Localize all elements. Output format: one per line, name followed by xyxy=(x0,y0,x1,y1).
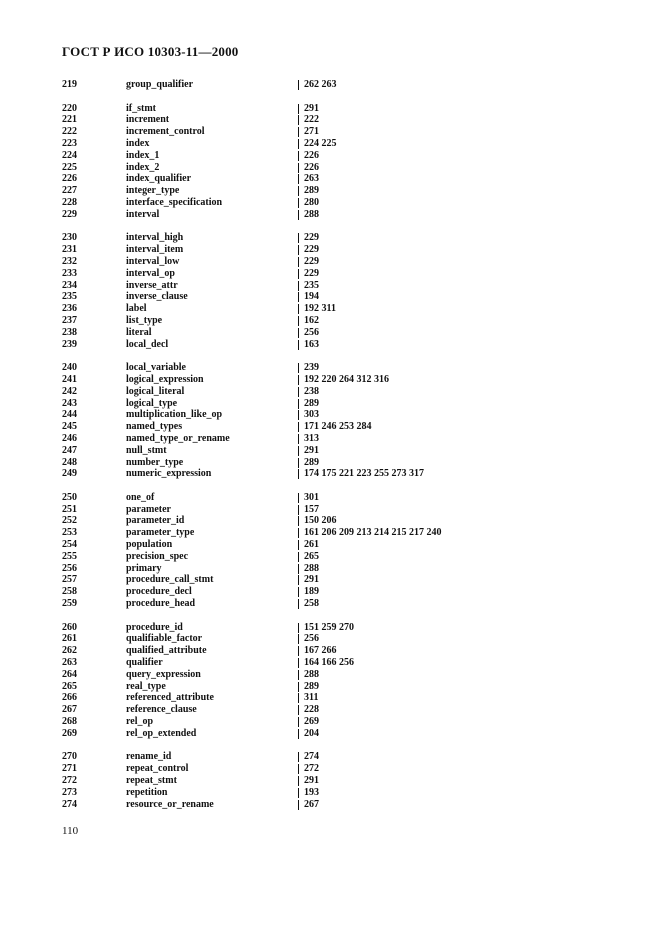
entry-name: interval_op xyxy=(126,267,175,279)
entry-name: local_variable xyxy=(126,362,186,374)
entry-row xyxy=(0,209,661,221)
entry-references: 151 259 270 xyxy=(304,621,354,633)
entry-name: index_qualifier xyxy=(126,173,192,185)
entry-number: 223 xyxy=(62,137,77,149)
entry-number: 261 xyxy=(62,633,77,645)
entry-row xyxy=(0,421,661,433)
entry-references: 162 xyxy=(304,314,319,326)
entry-name: named_type_or_rename xyxy=(126,432,230,444)
entry-row xyxy=(0,633,661,645)
entry-group xyxy=(0,622,661,740)
entry-references: 262 263 xyxy=(304,79,337,90)
entry-row xyxy=(0,315,661,327)
entry-number: 239 xyxy=(62,338,77,350)
entry-name: label xyxy=(126,303,147,315)
entry-number: 219 xyxy=(62,79,77,90)
entry-row xyxy=(0,162,661,174)
entry-name: repeat_control xyxy=(126,763,189,775)
entry-row xyxy=(0,374,661,386)
entry-references: 291 xyxy=(304,102,319,114)
entry-references: 274 xyxy=(304,751,319,763)
entry-row xyxy=(0,457,661,469)
entry-name: interval_low xyxy=(126,255,180,267)
entry-number: 232 xyxy=(62,255,77,267)
entry-row xyxy=(0,728,661,740)
entry-row xyxy=(0,645,661,657)
entry-number: 266 xyxy=(62,692,77,704)
entry-number: 240 xyxy=(62,362,77,374)
entry-row xyxy=(0,362,661,374)
entry-number: 271 xyxy=(62,763,77,775)
entry-references: 265 xyxy=(304,550,319,562)
entry-name: qualified_attribute xyxy=(126,645,207,657)
entry-number: 233 xyxy=(62,267,77,279)
entry-name: procedure_id xyxy=(126,621,183,633)
entry-row xyxy=(0,504,661,516)
entry-name: query_expression xyxy=(126,668,201,680)
entry-references: 291 xyxy=(304,775,319,787)
entry-references: 171 246 253 284 xyxy=(304,421,372,433)
entry-references: 174 175 221 223 255 273 317 xyxy=(304,468,424,480)
entry-number: 237 xyxy=(62,314,77,326)
entry-row xyxy=(0,692,661,704)
entry-references: 229 xyxy=(304,232,319,244)
entry-references: 263 xyxy=(304,173,319,185)
entry-row xyxy=(0,339,661,351)
entry-references: 272 xyxy=(304,763,319,775)
entry-group xyxy=(0,751,661,810)
entry-number: 243 xyxy=(62,397,77,409)
entry-row xyxy=(0,126,661,138)
entry-references: 291 xyxy=(304,574,319,586)
entry-row xyxy=(0,445,661,457)
entry-name: if_stmt xyxy=(126,102,156,114)
entry-name: interval_item xyxy=(126,244,184,256)
entry-number: 253 xyxy=(62,527,77,539)
entry-number: 238 xyxy=(62,326,77,338)
entry-references: 229 xyxy=(304,244,319,256)
entry-references: 261 xyxy=(304,539,319,551)
entry-references: 192 220 264 312 316 xyxy=(304,373,389,385)
entry-name: procedure_call_stmt xyxy=(126,574,214,586)
cross-reference-listing xyxy=(0,79,661,822)
entry-references: 256 xyxy=(304,326,319,338)
entry-name: repeat_stmt xyxy=(126,775,177,787)
entry-references: 289 xyxy=(304,456,319,468)
entry-references: 256 xyxy=(304,633,319,645)
entry-name: primary xyxy=(126,562,162,574)
entry-row xyxy=(0,114,661,126)
entry-row xyxy=(0,280,661,292)
entry-name: repetition xyxy=(126,786,168,798)
entry-number: 264 xyxy=(62,668,77,680)
entry-row xyxy=(0,138,661,150)
entry-row xyxy=(0,586,661,598)
entry-references: 269 xyxy=(304,716,319,728)
entry-references: 271 xyxy=(304,126,319,138)
entry-number: 227 xyxy=(62,185,77,197)
entry-number: 229 xyxy=(62,208,77,220)
entry-name: real_type xyxy=(126,680,166,692)
entry-number: 230 xyxy=(62,232,77,244)
entry-references: 235 xyxy=(304,279,319,291)
entry-name: reference_clause xyxy=(126,704,197,716)
entry-number: 269 xyxy=(62,727,77,739)
entry-number: 249 xyxy=(62,468,77,480)
entry-row xyxy=(0,173,661,185)
entry-references: 289 xyxy=(304,185,319,197)
entry-references: 280 xyxy=(304,196,319,208)
entry-name: referenced_attribute xyxy=(126,692,214,704)
entry-number: 255 xyxy=(62,550,77,562)
entry-number: 254 xyxy=(62,539,77,551)
entry-number: 272 xyxy=(62,775,77,787)
entry-name: logical_literal xyxy=(126,385,185,397)
entry-references: 204 xyxy=(304,727,319,739)
entry-references: 226 xyxy=(304,161,319,173)
entry-row xyxy=(0,551,661,563)
entry-name: population xyxy=(126,539,173,551)
entry-number: 262 xyxy=(62,645,77,657)
entry-row xyxy=(0,150,661,162)
entry-references: 303 xyxy=(304,409,319,421)
entry-row xyxy=(0,468,661,480)
entry-number: 222 xyxy=(62,126,77,138)
entry-name: inverse_attr xyxy=(126,279,178,291)
entry-name: rel_op_extended xyxy=(126,727,197,739)
entry-references: 224 225 xyxy=(304,137,337,149)
entry-references: 222 xyxy=(304,114,319,126)
entry-name: logical_type xyxy=(126,397,178,409)
entry-group xyxy=(0,103,661,221)
entry-number: 270 xyxy=(62,751,77,763)
entry-references: 267 xyxy=(304,798,319,810)
page-header: ГОСТ Р ИСО 10303-11—2000 xyxy=(62,44,239,59)
entry-name: increment xyxy=(126,114,170,126)
entry-references: 288 xyxy=(304,208,319,220)
entry-name: increment_control xyxy=(126,126,205,138)
entry-name: null_stmt xyxy=(126,444,167,456)
entry-row xyxy=(0,704,661,716)
entry-number: 267 xyxy=(62,704,77,716)
entry-references: 157 xyxy=(304,503,319,515)
entry-references: 192 311 xyxy=(304,303,336,315)
entry-row xyxy=(0,386,661,398)
entry-number: 234 xyxy=(62,279,77,291)
entry-number: 236 xyxy=(62,303,77,315)
entry-number: 250 xyxy=(62,491,77,503)
entry-name: qualifiable_factor xyxy=(126,633,203,645)
entry-row xyxy=(0,598,661,610)
entry-name: resource_or_rename xyxy=(126,798,214,810)
entry-row xyxy=(0,539,661,551)
entry-name: parameter xyxy=(126,503,171,515)
entry-references: 229 xyxy=(304,255,319,267)
entry-row xyxy=(0,527,661,539)
entry-references: 289 xyxy=(304,680,319,692)
entry-name: logical_expression xyxy=(126,373,204,385)
entry-number: 256 xyxy=(62,562,77,574)
entry-number: 263 xyxy=(62,657,77,669)
entry-name: inverse_clause xyxy=(126,291,188,303)
entry-row xyxy=(0,751,661,763)
entry-row xyxy=(0,669,661,681)
entry-references: 313 xyxy=(304,432,319,444)
entry-number: 224 xyxy=(62,149,77,161)
entry-row xyxy=(0,232,661,244)
entry-group xyxy=(0,492,661,610)
entry-name: interface_specification xyxy=(126,196,223,208)
entry-group xyxy=(0,79,661,91)
entry-name: named_types xyxy=(126,421,183,433)
entry-number: 221 xyxy=(62,114,77,126)
entry-references: 311 xyxy=(304,692,319,704)
entry-references: 288 xyxy=(304,562,319,574)
entry-name: group_qualifier xyxy=(126,79,194,90)
entry-row xyxy=(0,268,661,280)
entry-row xyxy=(0,787,661,799)
entry-name: list_type xyxy=(126,314,163,326)
entry-row xyxy=(0,197,661,209)
entry-references: 238 xyxy=(304,385,319,397)
entry-name: index xyxy=(126,137,150,149)
entry-row xyxy=(0,657,661,669)
entry-row xyxy=(0,775,661,787)
entry-group xyxy=(0,362,661,480)
entry-row xyxy=(0,409,661,421)
entry-row xyxy=(0,763,661,775)
entry-references: 301 xyxy=(304,491,319,503)
entry-number: 248 xyxy=(62,456,77,468)
entry-row xyxy=(0,103,661,115)
entry-references: 289 xyxy=(304,397,319,409)
entry-name: local_decl xyxy=(126,338,169,350)
entry-number: 257 xyxy=(62,574,77,586)
entry-name: parameter_id xyxy=(126,515,185,527)
entry-references: 164 166 256 xyxy=(304,657,354,669)
entry-row xyxy=(0,303,661,315)
entry-name: number_type xyxy=(126,456,184,468)
page-number: 110 xyxy=(62,825,79,837)
entry-number: 228 xyxy=(62,196,77,208)
entry-row xyxy=(0,398,661,410)
entry-number: 225 xyxy=(62,161,77,173)
entry-row xyxy=(0,799,661,811)
entry-row xyxy=(0,244,661,256)
entry-name: multiplication_like_op xyxy=(126,409,223,421)
entry-number: 241 xyxy=(62,373,77,385)
entry-row xyxy=(0,622,661,634)
entry-references: 194 xyxy=(304,291,319,303)
entry-number: 259 xyxy=(62,598,77,610)
entry-number: 260 xyxy=(62,621,77,633)
entry-number: 235 xyxy=(62,291,77,303)
entry-references: 258 xyxy=(304,598,319,610)
entry-row xyxy=(0,716,661,728)
entry-name: qualifier xyxy=(126,657,163,669)
entry-name: index_1 xyxy=(126,149,160,161)
entry-number: 245 xyxy=(62,421,77,433)
entry-number: 242 xyxy=(62,385,77,397)
entry-row xyxy=(0,681,661,693)
entry-row xyxy=(0,256,661,268)
entry-number: 252 xyxy=(62,515,77,527)
entry-number: 220 xyxy=(62,102,77,114)
entry-references: 189 xyxy=(304,586,319,598)
entry-row xyxy=(0,185,661,197)
entry-name: interval xyxy=(126,208,160,220)
entry-name: rename_id xyxy=(126,751,172,763)
entry-references: 291 xyxy=(304,444,319,456)
entry-references: 163 xyxy=(304,338,319,350)
entry-references: 193 xyxy=(304,786,319,798)
entry-group xyxy=(0,232,661,350)
entry-references: 229 xyxy=(304,267,319,279)
entry-number: 273 xyxy=(62,786,77,798)
entry-number: 251 xyxy=(62,503,77,515)
entry-row xyxy=(0,327,661,339)
entry-number: 247 xyxy=(62,444,77,456)
entry-number: 258 xyxy=(62,586,77,598)
entry-name: procedure_decl xyxy=(126,586,192,598)
entry-name: interval_high xyxy=(126,232,184,244)
entry-references: 239 xyxy=(304,362,319,374)
entry-number: 268 xyxy=(62,716,77,728)
entry-number: 231 xyxy=(62,244,77,256)
entry-name: one_of xyxy=(126,491,155,503)
entry-row xyxy=(0,79,661,91)
entry-number: 226 xyxy=(62,173,77,185)
entry-name: index_2 xyxy=(126,161,160,173)
entry-references: 161 206 209 213 214 215 217 240 xyxy=(304,527,442,539)
entry-name: precision_spec xyxy=(126,550,189,562)
entry-name: integer_type xyxy=(126,185,180,197)
entry-name: parameter_type xyxy=(126,527,195,539)
entry-name: rel_op xyxy=(126,716,154,728)
entry-references: 288 xyxy=(304,668,319,680)
entry-references: 226 xyxy=(304,149,319,161)
entry-row xyxy=(0,563,661,575)
entry-row xyxy=(0,574,661,586)
entry-number: 244 xyxy=(62,409,77,421)
entry-row xyxy=(0,291,661,303)
entry-references: 150 206 xyxy=(304,515,337,527)
entry-name: procedure_head xyxy=(126,598,196,610)
entry-name: numeric_expression xyxy=(126,468,212,480)
entry-references: 167 266 xyxy=(304,645,337,657)
entry-number: 246 xyxy=(62,432,77,444)
entry-row xyxy=(0,492,661,504)
entry-number: 265 xyxy=(62,680,77,692)
entry-number: 274 xyxy=(62,798,77,810)
entry-references: 228 xyxy=(304,704,319,716)
entry-row xyxy=(0,515,661,527)
entry-row xyxy=(0,433,661,445)
entry-name: literal xyxy=(126,326,152,338)
